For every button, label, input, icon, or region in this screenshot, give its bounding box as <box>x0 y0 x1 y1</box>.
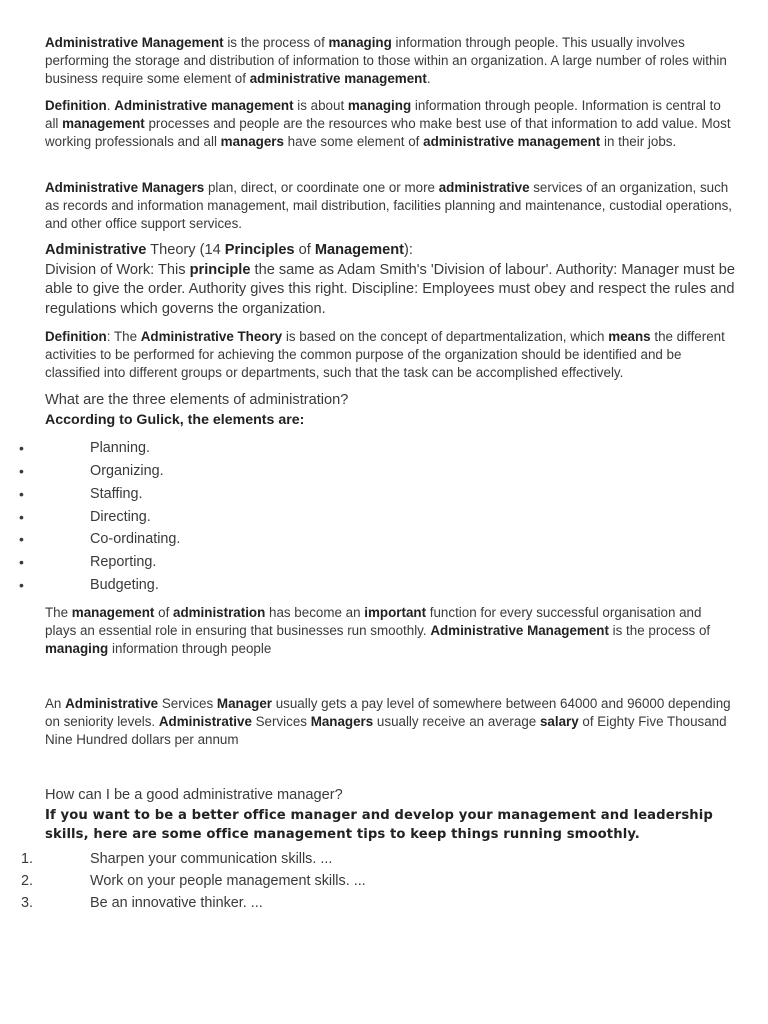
bold-text: important <box>364 605 427 620</box>
bold-text: Administrative Management <box>430 623 609 638</box>
list-item-text: Directing. <box>90 509 151 525</box>
text: Services <box>158 696 217 711</box>
text: Services <box>251 714 311 729</box>
list-item-text: Be an innovative thinker. ... <box>90 895 263 911</box>
list-item <box>0 574 768 596</box>
list-item-text: Planning. <box>90 440 151 456</box>
bold-text: administrative management <box>249 71 427 86</box>
text: Division of Work: This <box>45 261 190 278</box>
list-item <box>0 506 768 528</box>
paragraph-definition <box>45 97 735 151</box>
list-number: 2. <box>21 873 34 889</box>
list-item <box>0 892 768 914</box>
text: information through people. Information is central to all <box>45 98 721 131</box>
text: of <box>154 605 174 620</box>
bold-text: Principles <box>224 242 295 258</box>
answer-heading: According to Gulick, the elements are: <box>45 411 305 428</box>
text: in their jobs. <box>600 134 677 149</box>
list-item-text: Budgeting. <box>90 577 159 593</box>
list-item <box>0 870 768 892</box>
text: The <box>45 605 72 620</box>
bullet: • <box>19 509 24 525</box>
text: have some element of <box>283 134 424 149</box>
bullet: • <box>19 577 24 593</box>
list-item-text: Sharpen your communication skills. ... <box>90 851 333 867</box>
text: An <box>45 696 66 711</box>
paragraph-administrative-managers <box>45 179 735 233</box>
question-text: What are the three elements of administration? <box>45 392 349 408</box>
bold-text: Definition <box>45 98 107 113</box>
bullet: • <box>19 486 24 502</box>
bold-text: administrative <box>438 180 530 195</box>
bold-text: Administrative Managers <box>45 180 205 195</box>
text: . <box>426 71 431 86</box>
list-item-text: Staffing. <box>90 486 143 502</box>
theory-heading <box>45 241 735 261</box>
question-elements <box>45 391 735 430</box>
bold-text: managers <box>220 134 284 149</box>
bullet: • <box>19 440 24 456</box>
paragraph-theory-definition <box>45 328 735 382</box>
list-item <box>0 848 768 870</box>
text: the different activities to be performed for achieving the common purpose of the organization should be identified and be classified into different groups or departments, such that the task can be accomplished effectively. <box>45 329 725 380</box>
bold-text: Administrative <box>65 696 159 711</box>
bold-text: managing <box>347 98 412 113</box>
bold-text: Administrative <box>158 714 252 729</box>
text: information through people <box>108 641 272 656</box>
bold-text: administrative management <box>423 134 601 149</box>
text: plan, direct, or coordinate one or more <box>204 180 439 195</box>
bold-text: management <box>62 116 145 131</box>
list-item-text: Organizing. <box>90 463 164 479</box>
bold-text: means <box>608 329 651 344</box>
list-number: 1. <box>21 851 34 867</box>
bold-text: Administrative <box>45 242 147 258</box>
text: : The <box>106 329 141 344</box>
bold-text: managing <box>328 35 392 50</box>
text: function for every successful organisation and plays an essential role in ensuring that businesses run smoothly. <box>45 605 702 638</box>
bold-text: Manager <box>216 696 272 711</box>
list-item <box>0 551 768 573</box>
bold-text: Administrative management <box>114 98 294 113</box>
text: is based on the concept of departmentalization, which <box>282 329 609 344</box>
text: usually gets a pay level of somewhere between 64000 and 96000 depending on seniority levels. <box>45 696 731 729</box>
text: services of an organization, such as records and information management, mail distribution, facilities planning and maintenance, custodial operations, and other office support services. <box>45 180 733 231</box>
list-item <box>0 528 768 550</box>
list-number: 3. <box>21 895 34 911</box>
text: processes and people are the resources who make best use of that information to add value. Most working professionals and all <box>45 116 731 149</box>
paragraph-administrative-theory <box>45 241 735 319</box>
theory-body <box>45 261 735 320</box>
list-item-text: Co-ordinating. <box>90 531 181 547</box>
bullet: • <box>19 463 24 479</box>
bold-text: management <box>71 605 155 620</box>
text: usually receive an average <box>373 714 540 729</box>
text: the same as Adam Smith's 'Division of labour'. Authority: Manager must be able to give the order. Authority gives this right. Discipline: Employees must obey and respect the rules and regulations which governs the organization. <box>45 261 735 317</box>
bold-text: principle <box>189 261 251 278</box>
bullet: • <box>19 554 24 570</box>
text: . <box>106 98 115 113</box>
text: has become an <box>265 605 365 620</box>
question-good-manager <box>45 786 735 845</box>
paragraph-salary <box>45 695 735 749</box>
list-item <box>0 437 768 459</box>
text: ): <box>404 242 413 258</box>
list-item <box>0 460 768 482</box>
paragraph-administrative-management <box>45 34 735 88</box>
bold-text: Administrative Management <box>45 35 224 50</box>
question-text: How can I be a good administrative manager? <box>45 787 343 803</box>
bullet: • <box>19 531 24 547</box>
bold-text: Administrative Theory <box>140 329 283 344</box>
list-item <box>0 483 768 505</box>
text: is about <box>293 98 348 113</box>
text: is the process of <box>223 35 329 50</box>
list-item-text: Reporting. <box>90 554 157 570</box>
list-item-text: Work on your people management skills. ... <box>90 873 366 889</box>
paragraph-management-of-administration <box>45 604 735 658</box>
text: of <box>294 242 315 258</box>
bold-text: salary <box>539 714 579 729</box>
text: of Eighty Five Thousand Nine Hundred dollars per annum <box>45 714 727 747</box>
answer-heading: If you want to be a better office manager and develop your management and leadership skills, here are some office management tips to keep things running smoothly. <box>45 807 713 842</box>
text: Theory (14 <box>146 242 225 258</box>
bold-text: managing <box>45 641 109 656</box>
bold-text: Managers <box>310 714 374 729</box>
bold-text: Management <box>314 242 405 258</box>
text: information through people. This usually involves performing the storage and distribution of information to those within an organization. A large number of roles within business require some element of <box>45 35 727 86</box>
bold-text: Definition <box>45 329 107 344</box>
text: is the process of <box>608 623 711 638</box>
bold-text: administration <box>173 605 266 620</box>
